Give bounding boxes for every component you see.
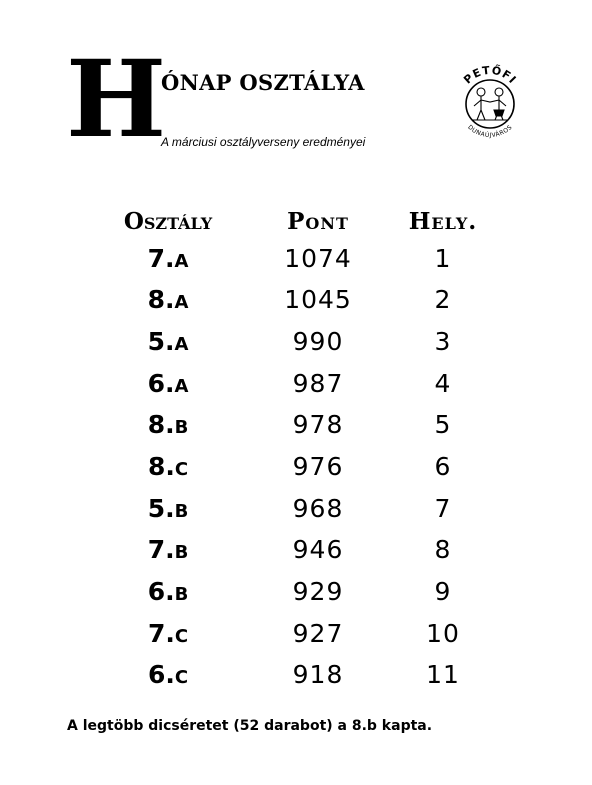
row-class: 7.b [147, 535, 189, 564]
row-rank: 3 [434, 327, 452, 356]
row-class: 6.a [147, 369, 189, 398]
row-class: 8.c [147, 452, 189, 481]
row-class: 7.c [147, 619, 189, 648]
row-rank: 11 [426, 660, 460, 689]
row-class: 6.b [147, 577, 189, 606]
table-row [0, 452, 592, 492]
row-rank: 4 [434, 369, 452, 398]
table-row [0, 660, 592, 700]
row-points: 976 [292, 452, 344, 481]
title-text: ÓNAP OSZTÁLYA [161, 70, 365, 95]
title-initial: H [66, 36, 165, 161]
row-class: 6.c [147, 660, 189, 689]
row-points: 918 [292, 660, 344, 689]
footer-note: A legtöbb dicséretet (52 darabot) a 8.b kapta. [67, 718, 433, 734]
row-class: 7.a [147, 244, 189, 273]
table-header [0, 208, 592, 242]
svg-text:PETŐFI [461, 63, 519, 87]
row-points: 978 [292, 410, 344, 439]
row-rank: 1 [434, 244, 452, 273]
row-class: 5.b [147, 494, 189, 523]
children-figures-icon [472, 88, 508, 120]
column-header-class: Osztály [123, 208, 213, 235]
row-points: 990 [292, 327, 344, 356]
school-logo [450, 62, 530, 142]
row-rank: 7 [434, 494, 452, 523]
row-points: 968 [292, 494, 344, 523]
table-row [0, 369, 592, 409]
row-points: 946 [292, 535, 344, 564]
row-points: 1045 [284, 285, 352, 314]
svg-text:DUNAÚJVÁROS [466, 124, 514, 139]
row-rank: 9 [434, 577, 452, 606]
row-class: 5.a [147, 327, 189, 356]
subtitle: A márciusi osztályverseny eredményei [161, 135, 366, 149]
table-row [0, 327, 592, 367]
row-points: 927 [292, 619, 344, 648]
row-rank: 6 [434, 452, 452, 481]
row-class: 8.a [147, 285, 189, 314]
table-row [0, 285, 592, 325]
column-header-rank: Hely. [408, 208, 478, 235]
logo-bottom-text: DUNAÚJVÁROS [466, 123, 514, 140]
table-row [0, 577, 592, 617]
row-rank: 5 [434, 410, 452, 439]
row-rank: 2 [434, 285, 452, 314]
table-row [0, 410, 592, 450]
table-row [0, 535, 592, 575]
table-row [0, 244, 592, 284]
row-points: 1074 [284, 244, 352, 273]
logo-top-text: PETŐFI [461, 63, 520, 87]
row-points: 987 [292, 369, 344, 398]
row-rank: 8 [434, 535, 452, 564]
table-row [0, 619, 592, 659]
row-class: 8.b [147, 410, 189, 439]
row-rank: 10 [426, 619, 460, 648]
column-header-points: Pont [287, 208, 349, 235]
table-row [0, 494, 592, 534]
row-points: 929 [292, 577, 344, 606]
